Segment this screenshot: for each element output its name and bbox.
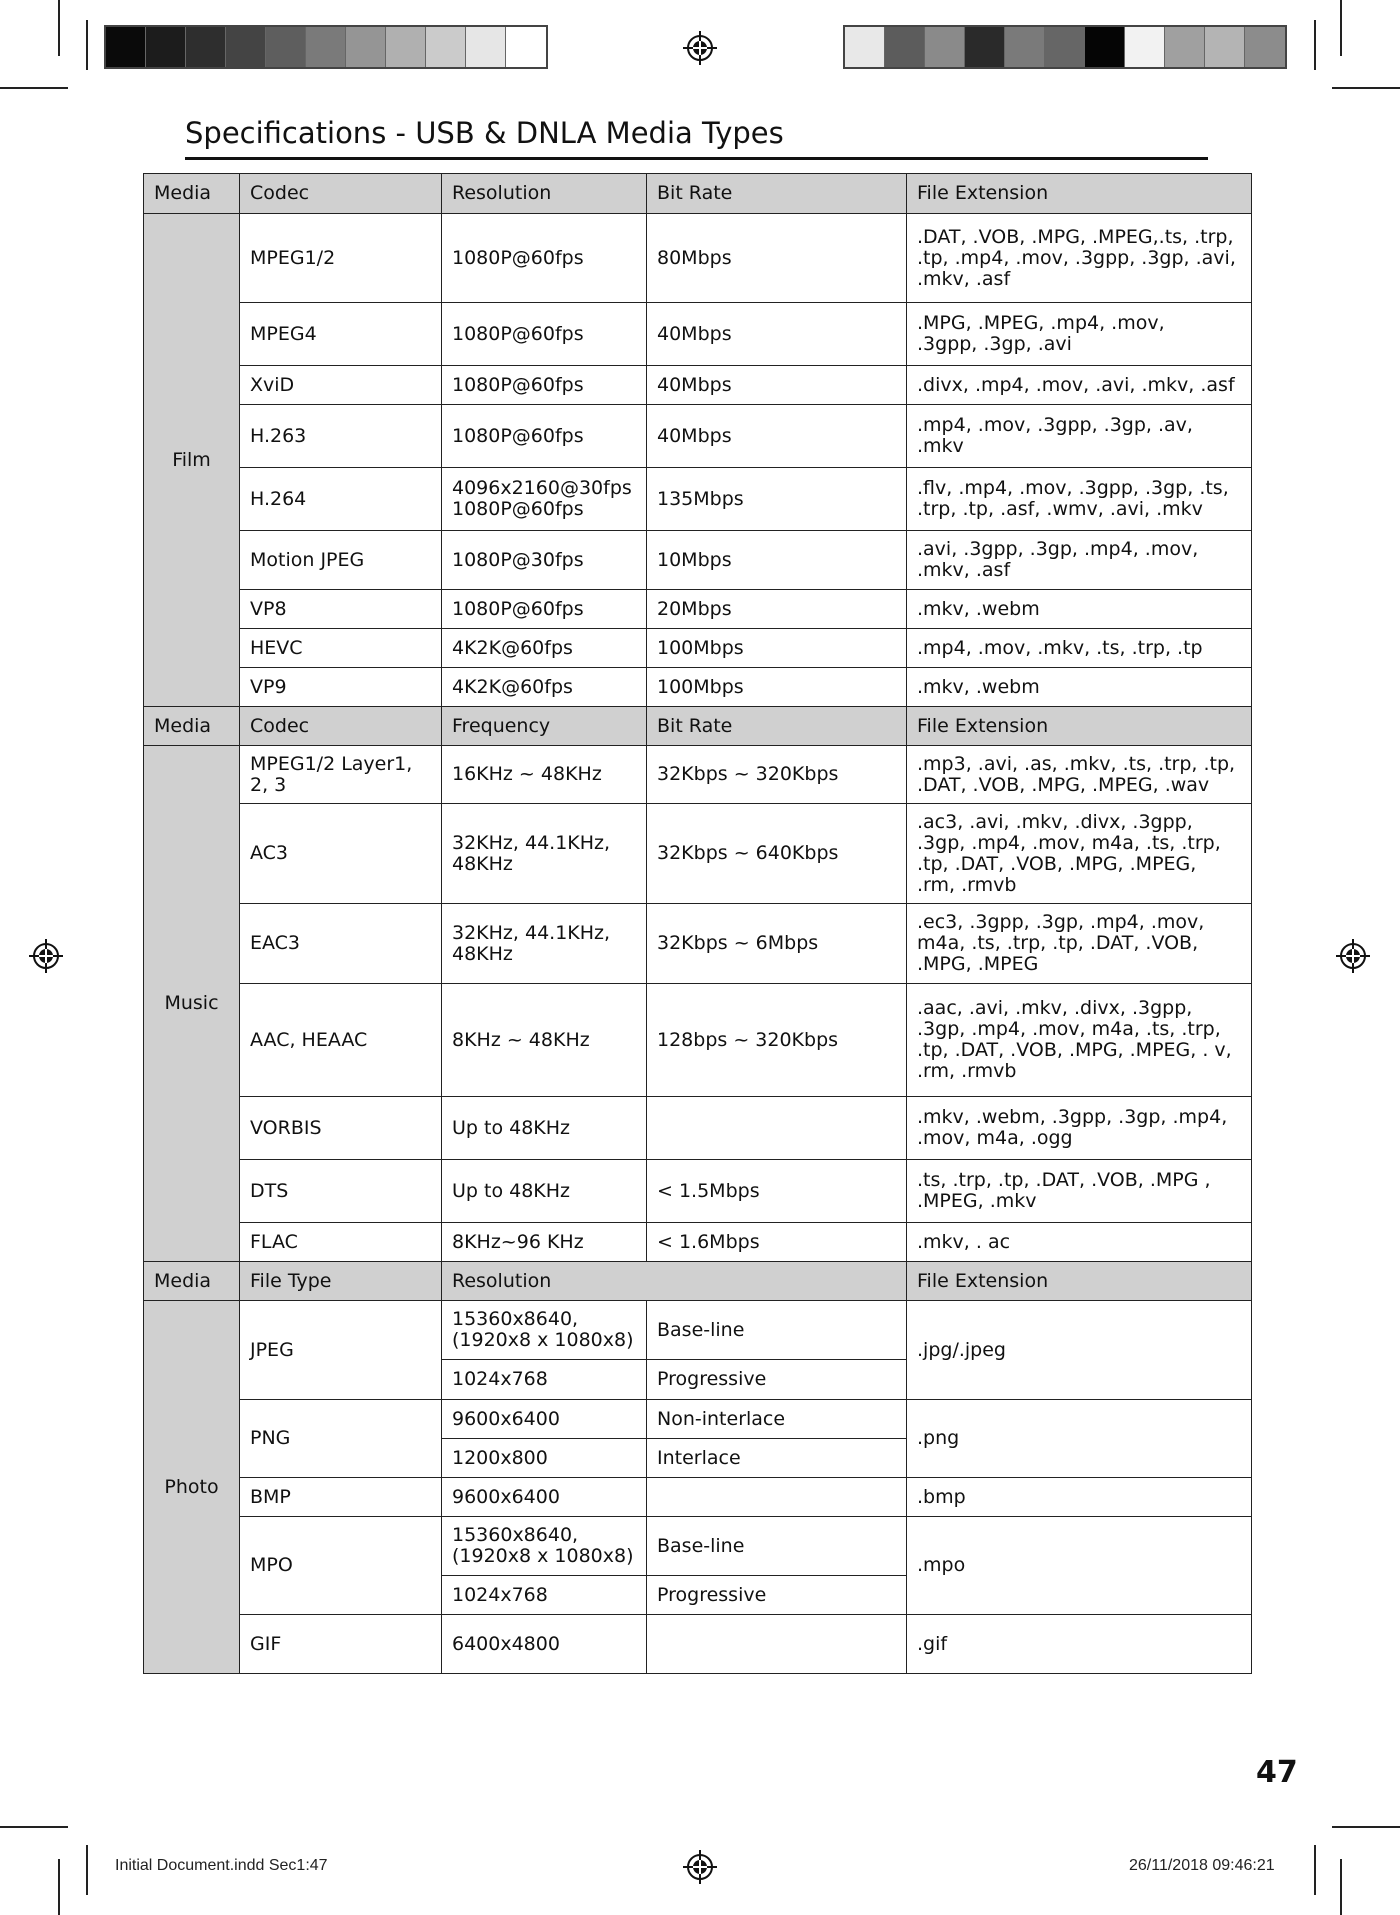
bitrate-cell: 40Mbps xyxy=(647,303,907,366)
codec-cell: EAC3 xyxy=(240,904,442,984)
codec-cell: Motion JPEG xyxy=(240,531,442,590)
column-header: Frequency xyxy=(442,707,647,746)
column-header: Media xyxy=(144,174,240,214)
crop-mark xyxy=(1332,87,1400,89)
media-category-film: Film xyxy=(144,214,240,707)
page-number: 47 xyxy=(1256,1755,1298,1790)
frequency-cell: 16KHz ~ 48KHz xyxy=(442,746,647,804)
column-header: File Extension xyxy=(907,1262,1252,1301)
crop-mark xyxy=(1314,20,1316,70)
bitrate-cell: < 1.6Mbps xyxy=(647,1223,907,1262)
crop-mark xyxy=(1340,1859,1342,1915)
calibration-swatch xyxy=(306,27,346,67)
extension-cell: .avi, .3gpp, .3gp, .mp4, .mov, .mkv, .asf xyxy=(907,531,1252,590)
calibration-swatch xyxy=(226,27,266,67)
extension-cell: .MPG, .MPEG, .mp4, .mov, .3gpp, .3gp, .avi xyxy=(907,303,1252,366)
calibration-swatch xyxy=(506,27,546,67)
column-header: Resolution xyxy=(442,1262,907,1301)
frequency-cell: 32KHz, 44.1KHz, 48KHz xyxy=(442,904,647,984)
calibration-swatch xyxy=(426,27,466,67)
bitrate-cell: 80Mbps xyxy=(647,214,907,303)
crop-mark xyxy=(58,1859,60,1915)
column-header: File Extension xyxy=(907,707,1252,746)
table-row xyxy=(144,1160,1252,1223)
bitrate-cell xyxy=(647,1097,907,1160)
crop-mark xyxy=(0,1826,68,1828)
calibration-swatch xyxy=(1005,27,1045,67)
bitrate-cell: 135Mbps xyxy=(647,468,907,531)
crop-mark xyxy=(86,20,88,70)
codec-cell: AAC, HEAAC xyxy=(240,984,442,1097)
mode-cell: Non-interlace xyxy=(647,1400,907,1439)
extension-cell: .bmp xyxy=(907,1478,1252,1517)
frequency-cell: Up to 48KHz xyxy=(442,1160,647,1223)
table-row xyxy=(144,1615,1252,1674)
color-calibration-bar xyxy=(843,25,1287,69)
calibration-swatch xyxy=(346,27,386,67)
bitrate-cell: 100Mbps xyxy=(647,668,907,707)
calibration-swatch xyxy=(845,27,885,67)
codec-cell: FLAC xyxy=(240,1223,442,1262)
extension-cell: .gif xyxy=(907,1615,1252,1674)
extension-cell: .mkv, .webm, .3gpp, .3gp, .mp4, .mov, m4a, .ogg xyxy=(907,1097,1252,1160)
table-row xyxy=(144,629,1252,668)
column-header: Resolution xyxy=(442,174,647,214)
column-header: Bit Rate xyxy=(647,174,907,214)
table-row xyxy=(144,1478,1252,1517)
calibration-swatch xyxy=(146,27,186,67)
frequency-cell: 32KHz, 44.1KHz, 48KHz xyxy=(442,804,647,904)
extension-cell: .ec3, .3gpp, .3gp, .mp4, .mov, m4a, .ts, .trp, .tp, .DAT, .VOB, .MPG, .MPEG xyxy=(907,904,1252,984)
calibration-swatch xyxy=(965,27,1005,67)
calibration-swatch xyxy=(186,27,226,67)
resolution-cell: 4K2K@60fps xyxy=(442,629,647,668)
extension-cell: .aac, .avi, .mkv, .divx, .3gpp, .3gp, .mp4, .mov, m4a, .ts, .trp, .tp, .DAT, .VOB, .MPG, .MPEG, . v, .rm, .rmvb xyxy=(907,984,1252,1097)
mode-cell: Progressive xyxy=(647,1576,907,1615)
frequency-cell: 8KHz ~ 48KHz xyxy=(442,984,647,1097)
resolution-cell: 6400x4800 xyxy=(442,1615,647,1674)
media-spec-table xyxy=(143,173,1252,1674)
calibration-swatch xyxy=(386,27,426,67)
table-row xyxy=(144,668,1252,707)
resolution-cell: 1080P@60fps xyxy=(442,405,647,468)
calibration-swatch xyxy=(925,27,965,67)
bitrate-cell: 10Mbps xyxy=(647,531,907,590)
bitrate-cell: 20Mbps xyxy=(647,590,907,629)
crop-mark xyxy=(1340,0,1342,56)
crop-mark xyxy=(1332,1826,1400,1828)
codec-cell: H.264 xyxy=(240,468,442,531)
resolution-cell: 1080P@30fps xyxy=(442,531,647,590)
calibration-swatch xyxy=(1165,27,1205,67)
registration-mark-icon xyxy=(29,939,63,973)
codec-cell: VORBIS xyxy=(240,1097,442,1160)
calibration-swatch xyxy=(885,27,925,67)
table-row xyxy=(144,531,1252,590)
resolution-cell: 4K2K@60fps xyxy=(442,668,647,707)
calibration-swatch xyxy=(1245,27,1285,67)
resolution-cell: 1024x768 xyxy=(442,1360,647,1400)
table-row xyxy=(144,984,1252,1097)
calibration-swatch xyxy=(1205,27,1245,67)
crop-mark xyxy=(58,0,60,56)
film-header-row xyxy=(144,174,1252,214)
resolution-cell: 1080P@60fps xyxy=(442,303,647,366)
frequency-cell: Up to 48KHz xyxy=(442,1097,647,1160)
bitrate-cell: 128bps ~ 320Kbps xyxy=(647,984,907,1097)
filetype-cell: MPO xyxy=(240,1517,442,1615)
print-slug-timestamp: 26/11/2018 09:46:21 xyxy=(1129,1857,1275,1874)
bitrate-cell: 100Mbps xyxy=(647,629,907,668)
column-header: Codec xyxy=(240,174,442,214)
extension-cell: .ac3, .avi, .mkv, .divx, .3gpp, .3gp, .mp4, .mov, m4a, .ts, .trp, .tp, .DAT, .VOB, .MPG, .MPEG, .rm, .rmvb xyxy=(907,804,1252,904)
extension-cell: .mkv, .webm xyxy=(907,590,1252,629)
resolution-cell: 9600x6400 xyxy=(442,1478,647,1517)
filetype-cell: GIF xyxy=(240,1615,442,1674)
column-header: File Extension xyxy=(907,174,1252,214)
extension-cell: .mpo xyxy=(907,1517,1252,1615)
filetype-cell: PNG xyxy=(240,1400,442,1478)
print-slug-file: Initial Document.indd Sec1:47 xyxy=(115,1857,328,1874)
resolution-cell: 1080P@60fps xyxy=(442,590,647,629)
title-underline xyxy=(185,157,1208,160)
crop-mark xyxy=(1314,1845,1316,1895)
calibration-swatch xyxy=(106,27,146,67)
resolution-cell: 1080P@60fps xyxy=(442,214,647,303)
codec-cell: MPEG1/2 Layer1, 2, 3 xyxy=(240,746,442,804)
mode-cell: Base-line xyxy=(647,1301,907,1360)
grayscale-calibration-bar xyxy=(104,25,548,69)
bitrate-cell: 40Mbps xyxy=(647,366,907,405)
resolution-cell: 1200x800 xyxy=(442,1439,647,1478)
bitrate-cell: 32Kbps ~ 320Kbps xyxy=(647,746,907,804)
extension-cell: .mp4, .mov, .mkv, .ts, .trp, .tp xyxy=(907,629,1252,668)
table-row xyxy=(144,303,1252,366)
frequency-cell: 8KHz~96 KHz xyxy=(442,1223,647,1262)
codec-cell: MPEG4 xyxy=(240,303,442,366)
codec-cell: XviD xyxy=(240,366,442,405)
music-header-row xyxy=(144,707,1252,746)
codec-cell: AC3 xyxy=(240,804,442,904)
table-row xyxy=(144,804,1252,904)
codec-cell: VP9 xyxy=(240,668,442,707)
resolution-cell: 15360x8640, (1920x8 x 1080x8) xyxy=(442,1301,647,1360)
mode-cell: Interlace xyxy=(647,1439,907,1478)
resolution-cell: 1024x768 xyxy=(442,1576,647,1615)
resolution-cell: 4096x2160@30fps 1080P@60fps xyxy=(442,468,647,531)
codec-cell: HEVC xyxy=(240,629,442,668)
codec-cell: MPEG1/2 xyxy=(240,214,442,303)
table-row xyxy=(144,1223,1252,1262)
table-row xyxy=(144,590,1252,629)
extension-cell: .mp4, .mov, .3gpp, .3gp, .av, .mkv xyxy=(907,405,1252,468)
extension-cell: .flv, .mp4, .mov, .3gpp, .3gp, .ts, .trp, .tp, .asf, .wmv, .avi, .mkv xyxy=(907,468,1252,531)
calibration-swatch xyxy=(1085,27,1125,67)
filetype-cell: JPEG xyxy=(240,1301,442,1400)
resolution-cell: 1080P@60fps xyxy=(442,366,647,405)
mode-cell: Progressive xyxy=(647,1360,907,1400)
crop-mark xyxy=(0,87,68,89)
bitrate-cell: 32Kbps ~ 6Mbps xyxy=(647,904,907,984)
column-header: Codec xyxy=(240,707,442,746)
table-row xyxy=(144,1097,1252,1160)
table-row xyxy=(144,1400,1252,1439)
table-row xyxy=(144,366,1252,405)
resolution-cell: 9600x6400 xyxy=(442,1400,647,1439)
crop-mark xyxy=(86,1845,88,1895)
extension-cell: .DAT, .VOB, .MPG, .MPEG,.ts, .trp, .tp, .mp4, .mov, .3gpp, .3gp, .avi, .mkv, .asf xyxy=(907,214,1252,303)
mode-cell xyxy=(647,1478,907,1517)
table-row xyxy=(144,405,1252,468)
codec-cell: DTS xyxy=(240,1160,442,1223)
extension-cell: .ts, .trp, .tp, .DAT, .VOB, .MPG , .MPEG, .mkv xyxy=(907,1160,1252,1223)
table-row xyxy=(144,468,1252,531)
registration-mark-icon xyxy=(1336,939,1370,973)
column-header: Bit Rate xyxy=(647,707,907,746)
table-row xyxy=(144,904,1252,984)
registration-mark-icon xyxy=(683,31,717,65)
extension-cell: .mkv, . ac xyxy=(907,1223,1252,1262)
calibration-swatch xyxy=(266,27,306,67)
column-header: File Type xyxy=(240,1262,442,1301)
bitrate-cell: 40Mbps xyxy=(647,405,907,468)
media-category-photo: Photo xyxy=(144,1301,240,1674)
bitrate-cell: < 1.5Mbps xyxy=(647,1160,907,1223)
registration-mark-icon xyxy=(683,1850,717,1884)
bitrate-cell: 32Kbps ~ 640Kbps xyxy=(647,804,907,904)
extension-cell: .mp3, .avi, .as, .mkv, .ts, .trp, .tp, .DAT, .VOB, .MPG, .MPEG, .wav xyxy=(907,746,1252,804)
mode-cell: Base-line xyxy=(647,1517,907,1576)
page-title: Specifications - USB & DNLA Media Types xyxy=(185,116,784,150)
table-row xyxy=(144,1301,1252,1360)
calibration-swatch xyxy=(466,27,506,67)
mode-cell xyxy=(647,1615,907,1674)
calibration-swatch xyxy=(1045,27,1085,67)
table-row xyxy=(144,746,1252,804)
extension-cell: .jpg/.jpeg xyxy=(907,1301,1252,1400)
column-header: Media xyxy=(144,1262,240,1301)
extension-cell: .mkv, .webm xyxy=(907,668,1252,707)
filetype-cell: BMP xyxy=(240,1478,442,1517)
extension-cell: .divx, .mp4, .mov, .avi, .mkv, .asf xyxy=(907,366,1252,405)
table-row xyxy=(144,1517,1252,1576)
photo-header-row xyxy=(144,1262,1252,1301)
extension-cell: .png xyxy=(907,1400,1252,1478)
codec-cell: VP8 xyxy=(240,590,442,629)
codec-cell: H.263 xyxy=(240,405,442,468)
resolution-cell: 15360x8640, (1920x8 x 1080x8) xyxy=(442,1517,647,1576)
calibration-swatch xyxy=(1125,27,1165,67)
table-row xyxy=(144,214,1252,303)
column-header: Media xyxy=(144,707,240,746)
media-category-music: Music xyxy=(144,746,240,1262)
